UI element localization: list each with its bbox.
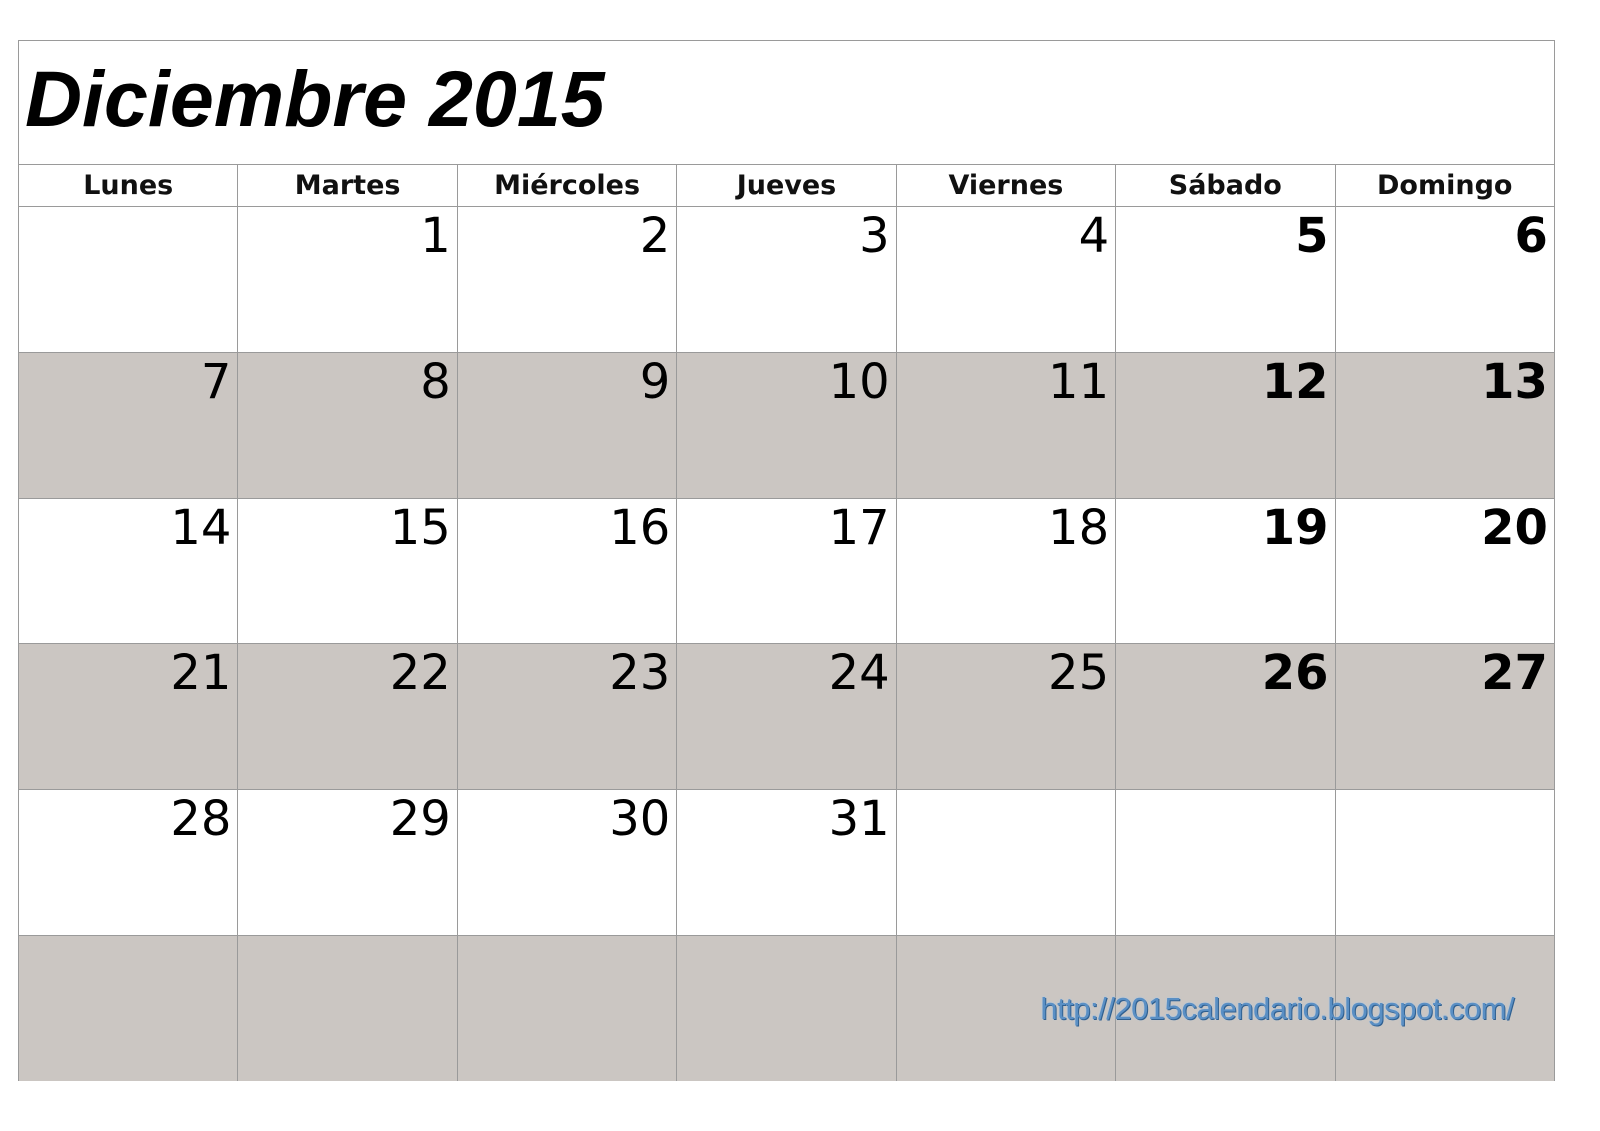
day-cell — [237, 936, 456, 1081]
day-number: 2 — [639, 208, 671, 264]
day-cell — [896, 644, 1115, 789]
day-number: 19 — [1261, 499, 1329, 556]
day-number: 24 — [828, 645, 890, 702]
week-row — [19, 644, 1554, 790]
day-number: 21 — [170, 645, 232, 702]
day-cell — [896, 790, 1115, 935]
day-cell — [237, 644, 456, 789]
day-number: 9 — [639, 353, 671, 410]
day-cell — [19, 207, 237, 352]
weekday-thursday: Jueves — [676, 165, 895, 206]
day-cell — [1115, 790, 1334, 935]
day-cell — [676, 499, 895, 644]
day-number: 27 — [1481, 645, 1548, 702]
day-number: 5 — [1295, 208, 1329, 264]
day-cell — [1115, 644, 1334, 789]
day-cell — [1335, 499, 1554, 644]
day-cell — [896, 353, 1115, 498]
weekday-friday: Viernes — [896, 165, 1115, 206]
day-cell — [676, 207, 895, 352]
day-number: 16 — [609, 499, 671, 556]
day-number: 11 — [1048, 353, 1110, 410]
day-number: 12 — [1261, 353, 1329, 410]
day-cell — [19, 644, 237, 789]
day-number: 25 — [1048, 645, 1110, 702]
day-number: 1 — [420, 208, 451, 264]
weekday-tuesday: Martes — [237, 165, 456, 206]
day-cell — [457, 353, 676, 498]
day-cell — [19, 353, 237, 498]
day-number: 17 — [828, 499, 890, 556]
day-cell — [676, 644, 895, 789]
day-number: 6 — [1514, 208, 1548, 264]
day-cell — [676, 353, 895, 498]
day-cell — [1115, 499, 1334, 644]
day-number: 29 — [389, 791, 451, 848]
website-url: http://2015calendario.blogspot.com/ — [1040, 991, 1514, 1026]
day-number: 10 — [828, 353, 890, 410]
day-cell — [19, 499, 237, 644]
day-cell — [1335, 790, 1554, 935]
day-cell — [457, 790, 676, 935]
weekday-header-row — [19, 165, 1554, 207]
day-number: 28 — [170, 791, 232, 848]
day-number: 3 — [859, 208, 890, 264]
day-number: 13 — [1481, 353, 1548, 410]
week-row — [19, 353, 1554, 499]
day-cell — [19, 790, 237, 935]
day-cell — [237, 207, 456, 352]
day-cell — [1115, 207, 1334, 352]
weekday-monday: Lunes — [83, 170, 174, 201]
day-number: 30 — [609, 791, 671, 848]
day-number: 15 — [389, 499, 451, 556]
day-cell — [676, 790, 895, 935]
day-number: 20 — [1481, 499, 1548, 556]
day-number: 26 — [1261, 645, 1329, 702]
day-number: 4 — [1078, 208, 1110, 264]
day-cell — [457, 644, 676, 789]
week-row — [19, 499, 1554, 645]
day-number: 14 — [170, 499, 232, 556]
day-cell — [1335, 207, 1554, 352]
day-cell — [896, 499, 1115, 644]
day-cell — [457, 936, 676, 1081]
day-cell — [237, 499, 456, 644]
day-cell — [237, 790, 456, 935]
day-number: 31 — [828, 791, 890, 848]
day-cell — [237, 353, 456, 498]
week-row — [19, 207, 1554, 353]
title-bar — [19, 41, 1554, 165]
week-row — [19, 790, 1554, 936]
day-cell — [457, 207, 676, 352]
weekday-wednesday: Miércoles — [457, 165, 676, 206]
month-title: Diciembre 2015 — [25, 54, 605, 143]
day-cell — [457, 499, 676, 644]
weeks-grid — [19, 207, 1554, 1081]
day-cell — [896, 207, 1115, 352]
day-cell — [1115, 353, 1334, 498]
weekday-sunday: Domingo — [1335, 165, 1554, 206]
day-cell — [1335, 644, 1554, 789]
day-number: 8 — [420, 353, 451, 410]
day-cell — [676, 936, 895, 1081]
day-number: 7 — [200, 353, 232, 410]
calendar-sheet — [18, 40, 1555, 1081]
weekday-saturday: Sábado — [1115, 165, 1334, 206]
day-number: 22 — [389, 645, 451, 702]
day-cell — [1335, 353, 1554, 498]
day-number: 23 — [609, 645, 671, 702]
day-number: 18 — [1048, 499, 1110, 556]
day-cell — [19, 936, 237, 1081]
